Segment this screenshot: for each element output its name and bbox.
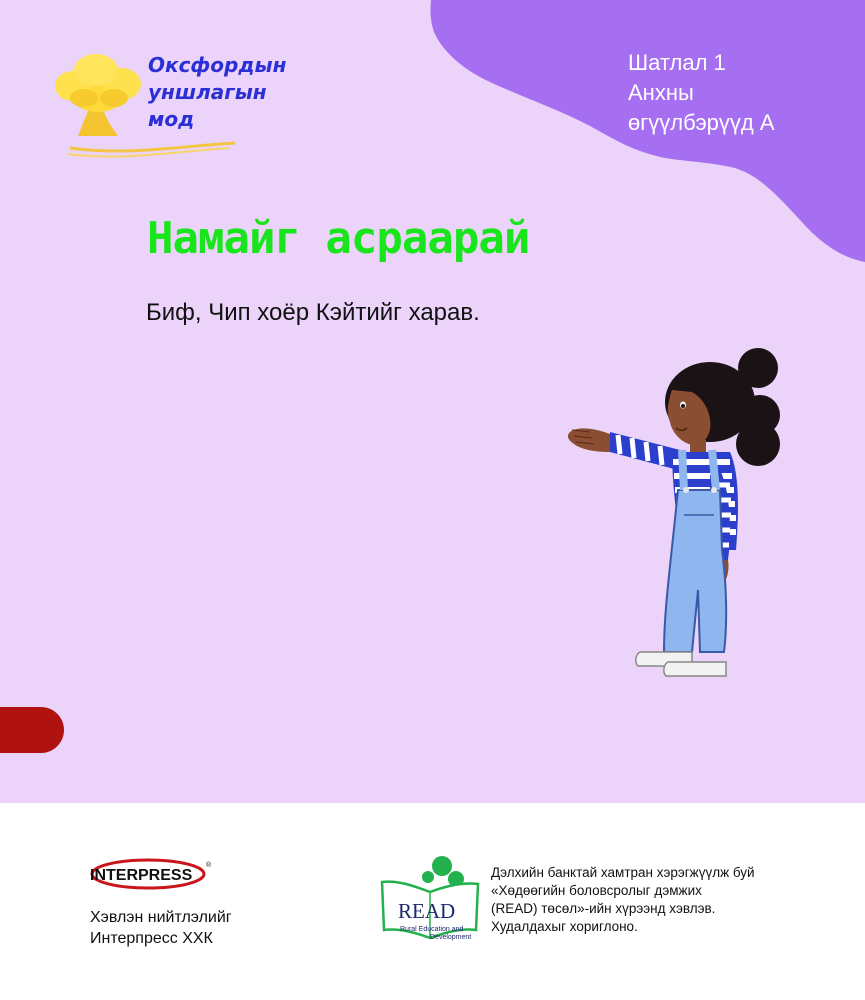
series-name — [148, 52, 308, 133]
interpress-logo — [86, 858, 216, 890]
series-name-line: Оксфордын — [148, 53, 287, 77]
read-logo-tagline-1: Rural Education and — [400, 926, 464, 933]
level-line: Шатлал 1 — [628, 50, 726, 75]
series-name-line: мод — [148, 107, 195, 131]
notice-line: «Хөдөөгийн боловсролыг дэмжих — [491, 883, 702, 898]
publisher-line: Интерпресс ХХК — [90, 930, 213, 947]
read-logo — [378, 852, 486, 942]
publisher-info — [90, 907, 232, 949]
notice-line: Дэлхийн банктай хамтран хэрэгжүүлж буй — [491, 865, 755, 880]
girl-illustration — [560, 340, 790, 690]
cover-tab — [0, 707, 64, 753]
interpress-logo-text: INTERPRESS — [90, 867, 193, 884]
notice-line: Худалдахыг хориглоно. — [491, 919, 638, 934]
notice-line: (READ) төсөл»-ийн хүрээнд хэвлэв. — [491, 901, 716, 916]
publisher-line: Хэвлэн нийтлэлийг — [90, 909, 232, 926]
read-logo-name: READ — [398, 899, 456, 923]
read-logo-tagline-2: Development — [430, 934, 472, 941]
level-line: Анхны — [628, 80, 694, 105]
level-label — [628, 48, 775, 138]
series-name-line: уншлагын — [148, 80, 267, 104]
project-notice — [491, 864, 755, 936]
level-line: өгүүлбэрүүд А — [628, 110, 775, 135]
registered-mark: ® — [206, 862, 212, 869]
book-subtitle: Биф, Чип хоёр Кэйтийг харав. — [146, 299, 480, 326]
book-title: Намайг асраарай — [147, 213, 530, 264]
